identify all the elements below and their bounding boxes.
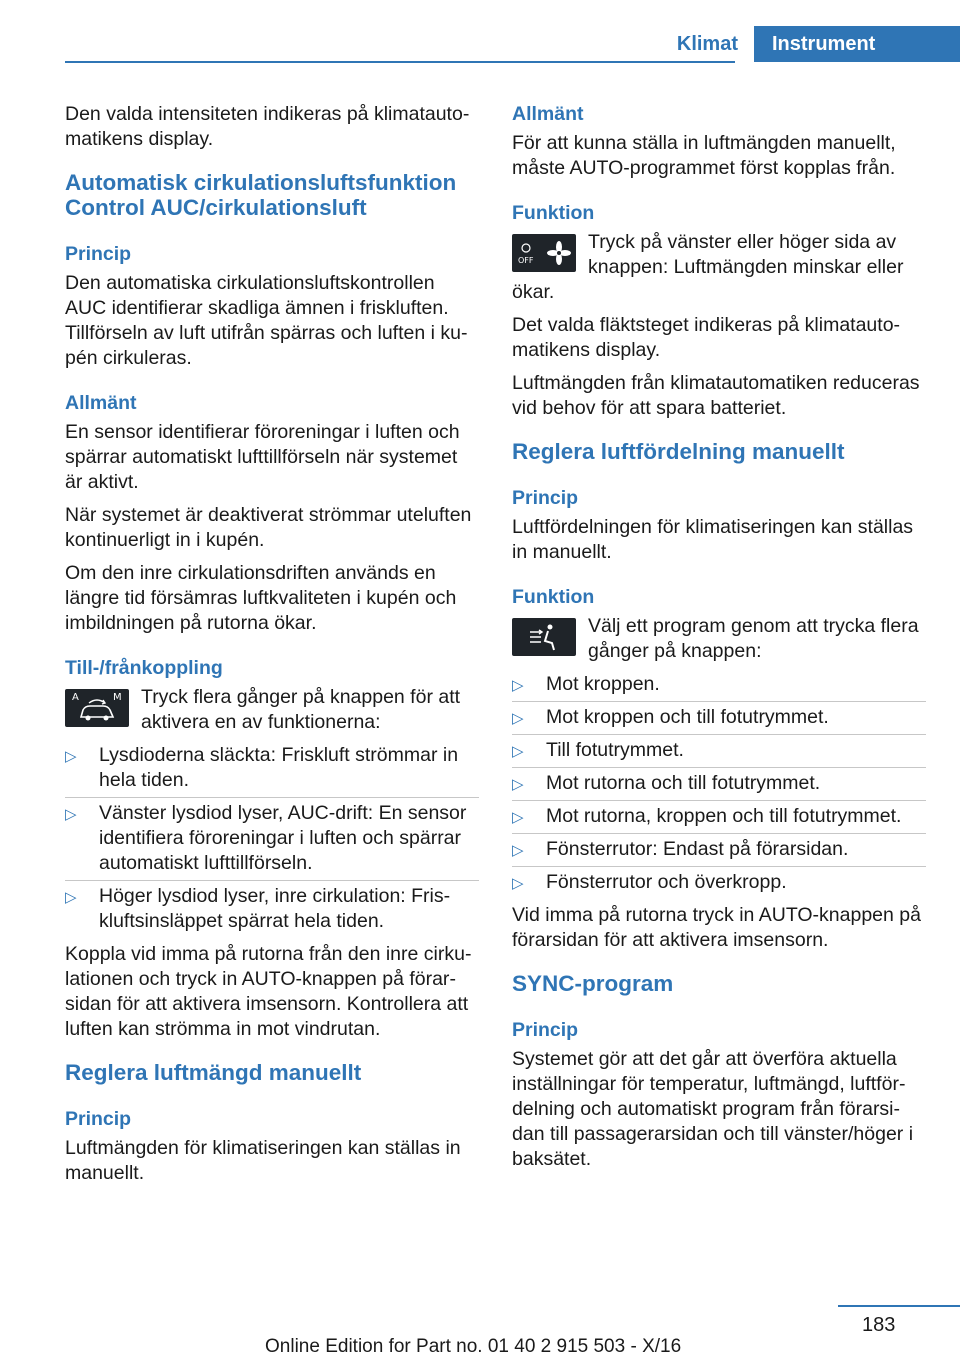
bullet-arrow-icon: ▷ — [65, 806, 77, 823]
heading-sync: SYNC-program — [512, 971, 674, 996]
bullet-arrow-icon: ▷ — [512, 743, 524, 760]
princip-right-text: Luftfördelningen för klimatiseringen kan ställas in manuellt. — [512, 516, 914, 563]
heading-princip: Princip — [65, 243, 132, 265]
allmant-text-3: Om den inre cirkulationsdriften används en längre tid försämras luftkvaliteten i kupén och imbildningen på rutorna ökar. — [65, 562, 457, 634]
heading-princip-right: Princip — [512, 487, 579, 509]
princip-2-text: Luftmängden för klimatiseringen kan ställas in manuellt. — [65, 1137, 461, 1184]
header-tabs — [661, 26, 960, 62]
fan-button-figure — [512, 230, 926, 313]
right-column — [512, 102, 926, 1180]
heading-funktion: Funktion — [512, 202, 595, 224]
heading-allmant-right: Allmänt — [512, 103, 584, 125]
imma-text: Vid imma på rutorna tryck in AUTO-knappen på förarsidan för att aktivera imsensorn. — [512, 904, 921, 951]
koppla-text: Koppla vid imma på rutorna från den inre cirkulationen och tryck in AUTO-knappen på förarsidan för att aktivera imsensorn. Kontrollera att luften kan strömma in mot vindrutan. — [65, 943, 472, 1040]
tab-klimat: Klimat — [661, 26, 754, 62]
bullet-arrow-icon: ▷ — [512, 710, 524, 727]
list-item: ▷ Mot rutorna, kroppen och till fotutrymmet. — [512, 800, 926, 833]
car-recirculation-icon — [65, 689, 129, 727]
page-number: 183 — [862, 1314, 896, 1336]
intro-text: Den valda intensiteten indikeras på klimatautomatikens display. — [65, 103, 470, 150]
footer-rule — [838, 1305, 960, 1307]
heading-princip-2: Princip — [65, 1108, 132, 1130]
left-column — [65, 102, 479, 1194]
list-item: ▷ Fönsterrutor och överkropp. — [512, 866, 926, 899]
list-item: ▷ Till fotutrymmet. — [512, 734, 926, 767]
list-item: ▷ Lysdioderna släckta: Friskluft strömmar in hela tiden. — [65, 744, 459, 791]
distribution-button-figure — [512, 614, 926, 672]
heading-princip-3: Princip — [512, 1019, 579, 1041]
list-item: ▷ Mot rutorna och till fotutrymmet. — [512, 767, 926, 800]
tab-instrument: Instrument — [754, 26, 960, 62]
button-label-m: M — [113, 692, 122, 703]
button-label-off: OFF — [518, 256, 534, 265]
air-distribution-icon — [512, 618, 576, 656]
bullet-arrow-icon: ▷ — [65, 748, 77, 765]
bullet-arrow-icon: ▷ — [512, 677, 524, 694]
list-item: ▷ Mot kroppen. — [512, 672, 926, 701]
heading-luftmangd: Reglera luftmängd manuellt — [65, 1060, 362, 1085]
distribution-program-list — [512, 672, 926, 899]
flakt-text: Det valda fläktsteget indikeras på klimatautomatikens display. — [512, 314, 901, 361]
heading-allmant: Allmänt — [65, 392, 137, 414]
list-item: ▷ Mot kroppen och till fotutrymmet. — [512, 701, 926, 734]
bullet-arrow-icon: ▷ — [512, 776, 524, 793]
batteri-text: Luftmängden från klimatautomatiken reduceras vid behov för att spara batteriet. — [512, 372, 920, 419]
auc-button-figure — [65, 685, 479, 743]
fan-icon — [512, 234, 576, 272]
list-item: ▷ Vänster lysdiod lyser, AUC-drift: En sensor identifiera föroreningar i luften och spärrar automatiskt lufttillförseln. — [65, 797, 479, 880]
heading-till-fran: Till-/frånkoppling — [65, 657, 223, 679]
bullet-arrow-icon: ▷ — [512, 809, 524, 826]
bullet-arrow-icon: ▷ — [512, 842, 524, 859]
allmant-right-text: För att kunna ställa in luftmängden manuellt, måste AUTO-programmet först kopplas från. — [512, 132, 896, 179]
heading-fordelning: Reglera luftfördelning manuellt — [512, 439, 845, 464]
button-label-a: A — [72, 692, 79, 703]
heading-auc: Automatisk cirkulationsluftsfunktion Control AUC/cirkulationsluft — [65, 170, 457, 220]
bullet-arrow-icon: ▷ — [512, 875, 524, 892]
heading-funktion-2: Funktion — [512, 586, 595, 608]
allmant-text-1: En sensor identifierar föroreningar i luften och spärrar automatiskt lufttillförseln när systemet är aktivt. — [65, 421, 460, 493]
list-item: ▷ Höger lysdiod lyser, inre cirkulation: Friskluftsinsläppet spärrat hela tiden. — [65, 880, 479, 938]
list-item: ▷ Fönsterrutor: Endast på förarsidan. — [512, 833, 926, 866]
footer-edition: Online Edition for Part no. 01 40 2 915 503 - X/16 — [265, 1336, 682, 1357]
auc-mode-list — [65, 743, 479, 938]
princip-text: Den automatiska cirkulationsluftskontrollen AUC identifierar skadliga ämnen i friskluften. Tillförseln av luft utifrån spärras och luften i kupén cirkuleras. — [65, 272, 468, 369]
allmant-text-2: När systemet är deaktiverat strömmar uteluften kontinuerligt in i kupén. — [65, 504, 472, 551]
funktion-text: Tryck på vänster eller höger sida av knappen: Luftmängden minskar eller ökar. — [512, 231, 904, 303]
sync-text: Systemet gör att det går att överföra aktuella inställningar för temperatur, luftmängd, luftfördelning och automatiskt program från förarsidan till passagerarsidan och till vänster/höger i baksätet. — [512, 1048, 914, 1170]
till-fran-text: Tryck flera gånger på knappen för att aktivera en av funktionerna: — [141, 686, 461, 733]
header-rule — [65, 61, 735, 63]
funktion-2-text: Välj ett program genom att trycka flera gånger på knappen: — [588, 615, 919, 662]
bullet-arrow-icon: ▷ — [65, 889, 77, 906]
